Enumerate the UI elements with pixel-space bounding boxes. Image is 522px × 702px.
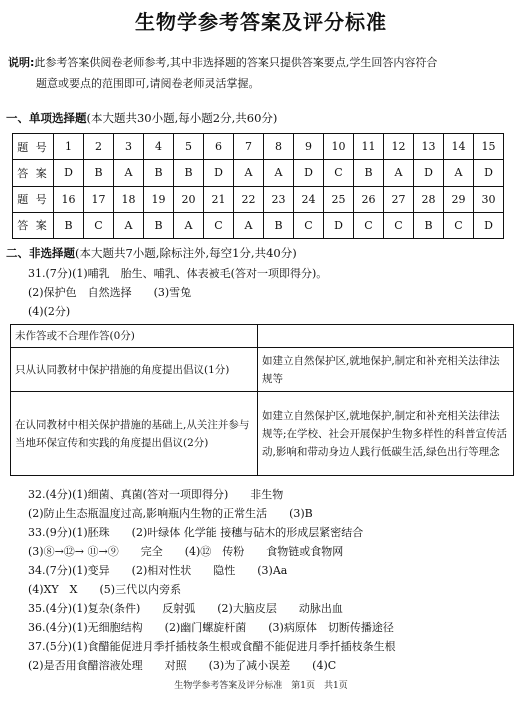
answer-cell: C — [354, 212, 384, 238]
answer-line: 36.(4分)(1)无细胞结构 (2)幽门螺旋杆菌 (3)病原体 切断传播途径 — [28, 621, 394, 634]
answer-cell: D — [294, 160, 324, 186]
question-number: 15 — [474, 134, 504, 160]
question-number: 14 — [444, 134, 474, 160]
table-row — [11, 348, 514, 392]
question-number: 4 — [144, 134, 174, 160]
question-number: 10 — [324, 134, 354, 160]
question-number: 5 — [174, 134, 204, 160]
multiple-choice-answer-table — [12, 133, 504, 239]
answer-cell: D — [474, 160, 504, 186]
answer-cell: B — [84, 160, 114, 186]
answer-line: 35.(4分)(1)复杂(条件) 反射弧 (2)大脑皮层 动脉出血 — [28, 602, 343, 615]
answer-cell: C — [324, 160, 354, 186]
rubric-example: 如建立自然保护区,就地保护,制定和补充相关法律法规等 — [258, 348, 514, 392]
question-number: 23 — [264, 186, 294, 212]
question-number: 29 — [444, 186, 474, 212]
question-number: 20 — [174, 186, 204, 212]
answer-cell: A — [174, 212, 204, 238]
answer-cell: C — [84, 212, 114, 238]
table-row — [13, 186, 504, 212]
rubric-criterion: 只从认同教材中保护措施的角度提出倡议(1分) — [11, 348, 258, 392]
answer-cell: B — [54, 212, 84, 238]
section-1-desc: (本大题共30小题,每小题2分,共60分) — [86, 111, 278, 125]
answer-cell: B — [174, 160, 204, 186]
section-2-title: 二、非选择题 — [6, 246, 75, 260]
rubric-example: 如建立自然保护区,就地保护,制定和补充相关法律法规等;在学校、社会开展保护生物多样性的科普宣传活动,影响和带动身边人践行低碳生活,绿色出行等理念 — [258, 392, 514, 476]
table-row — [13, 212, 504, 238]
answer-cell: D — [414, 160, 444, 186]
question-number: 22 — [234, 186, 264, 212]
question-number: 21 — [204, 186, 234, 212]
answer-line: (2)是否用食醋溶液处理 对照 (3)为了减小误差 (4)C — [28, 659, 337, 672]
answer-cell: B — [414, 212, 444, 238]
rubric-criterion: 在认同教材中相关保护措施的基础上,从关注并参与当地环保宣传和实践的角度提出倡议(2分) — [11, 392, 258, 476]
answer-cell: A — [384, 160, 414, 186]
q31-line-1: 31.(7分)(1)哺乳 胎生、哺乳、体表被毛(答对一项即得分)。 — [28, 267, 328, 280]
question-number: 13 — [414, 134, 444, 160]
answer-cell: A — [114, 160, 144, 186]
question-number: 7 — [234, 134, 264, 160]
question-number: 6 — [204, 134, 234, 160]
row-label: 答 案 — [13, 160, 54, 186]
rubric-example — [258, 325, 514, 348]
note-line-1: 此参考答案供阅卷老师参考,其中非选择题的答案只提供答案要点,学生回答内容符合 — [34, 56, 438, 69]
question-number: 1 — [54, 134, 84, 160]
question-number: 3 — [114, 134, 144, 160]
answer-cell: B — [264, 212, 294, 238]
section-1-heading — [6, 110, 277, 126]
answer-line: (3)⑧→⑫→ ⑪→⑨ 完全 (4)⑫ 传粉 食物链或食物网 — [28, 545, 344, 558]
answer-cell: C — [204, 212, 234, 238]
answer-line: 32.(4分)(1)细菌、真菌(答对一项即得分) 非生物 — [28, 488, 284, 501]
answer-line: 33.(9分)(1)胚珠 (2)叶绿体 化学能 接穗与砧木的形成层紧密结合 — [28, 526, 364, 539]
row-label: 答 案 — [13, 212, 54, 238]
question-number: 9 — [294, 134, 324, 160]
q31-line-2: (2)保护色 自然选择 (3)雪兔 — [28, 286, 192, 299]
note-label: 说明: — [8, 56, 35, 69]
question-number: 12 — [384, 134, 414, 160]
question-number: 30 — [474, 186, 504, 212]
question-number: 18 — [114, 186, 144, 212]
table-row — [11, 392, 514, 476]
page-title: 生物学参考答案及评分标准 — [135, 10, 387, 34]
answer-cell: D — [474, 212, 504, 238]
answer-cell: D — [324, 212, 354, 238]
note-line-2: 题意或要点的范围即可,请阅卷老师灵活掌握。 — [36, 77, 260, 90]
question-number: 24 — [294, 186, 324, 212]
question-number: 26 — [354, 186, 384, 212]
question-number: 28 — [414, 186, 444, 212]
answer-cell: A — [264, 160, 294, 186]
answer-cell: C — [444, 212, 474, 238]
table-row — [13, 160, 504, 186]
answer-line: (4)XY X (5)三代以内旁系 — [28, 583, 182, 596]
answer-cell: C — [384, 212, 414, 238]
instructions-note — [8, 52, 514, 94]
answer-line: (2)防止生态瓶温度过高,影响瓶内生物的正常生活 (3)B — [28, 507, 313, 520]
rubric-criterion: 未作答或不合理作答(0分) — [11, 325, 258, 348]
answer-cell: D — [54, 160, 84, 186]
answer-cell: B — [354, 160, 384, 186]
q31-line-3: (4)(2分) — [28, 305, 71, 318]
row-label: 题 号 — [13, 134, 54, 160]
question-number: 27 — [384, 186, 414, 212]
answer-cell: A — [114, 212, 144, 238]
question-number: 25 — [324, 186, 354, 212]
q31-rubric-table — [10, 324, 514, 476]
question-number: 17 — [84, 186, 114, 212]
answer-cell: D — [204, 160, 234, 186]
question-number: 8 — [264, 134, 294, 160]
answer-cell: B — [144, 212, 174, 238]
answer-line: 34.(7分)(1)变异 (2)相对性状 隐性 (3)Aa — [28, 564, 288, 577]
answer-cell: B — [144, 160, 174, 186]
answer-line: 37.(5分)(1)食醋能促进月季扦插枝条生根或食醋不能促进月季扦插枝条生根 — [28, 640, 396, 653]
answer-cell: A — [234, 212, 264, 238]
section-2-heading — [6, 245, 297, 261]
question-number: 19 — [144, 186, 174, 212]
answer-cell: A — [444, 160, 474, 186]
answer-cell: C — [294, 212, 324, 238]
page-footer: 生物学参考答案及评分标准 第1页 共1页 — [174, 681, 348, 691]
answer-cell: A — [234, 160, 264, 186]
section-1-title: 一、单项选择题 — [6, 111, 87, 125]
table-row — [13, 134, 504, 160]
table-row — [11, 325, 514, 348]
question-number: 11 — [354, 134, 384, 160]
section-2-desc: (本大题共7小题,除标注外,每空1分,共40分) — [75, 246, 297, 260]
question-number: 2 — [84, 134, 114, 160]
question-number: 16 — [54, 186, 84, 212]
row-label: 题 号 — [13, 186, 54, 212]
